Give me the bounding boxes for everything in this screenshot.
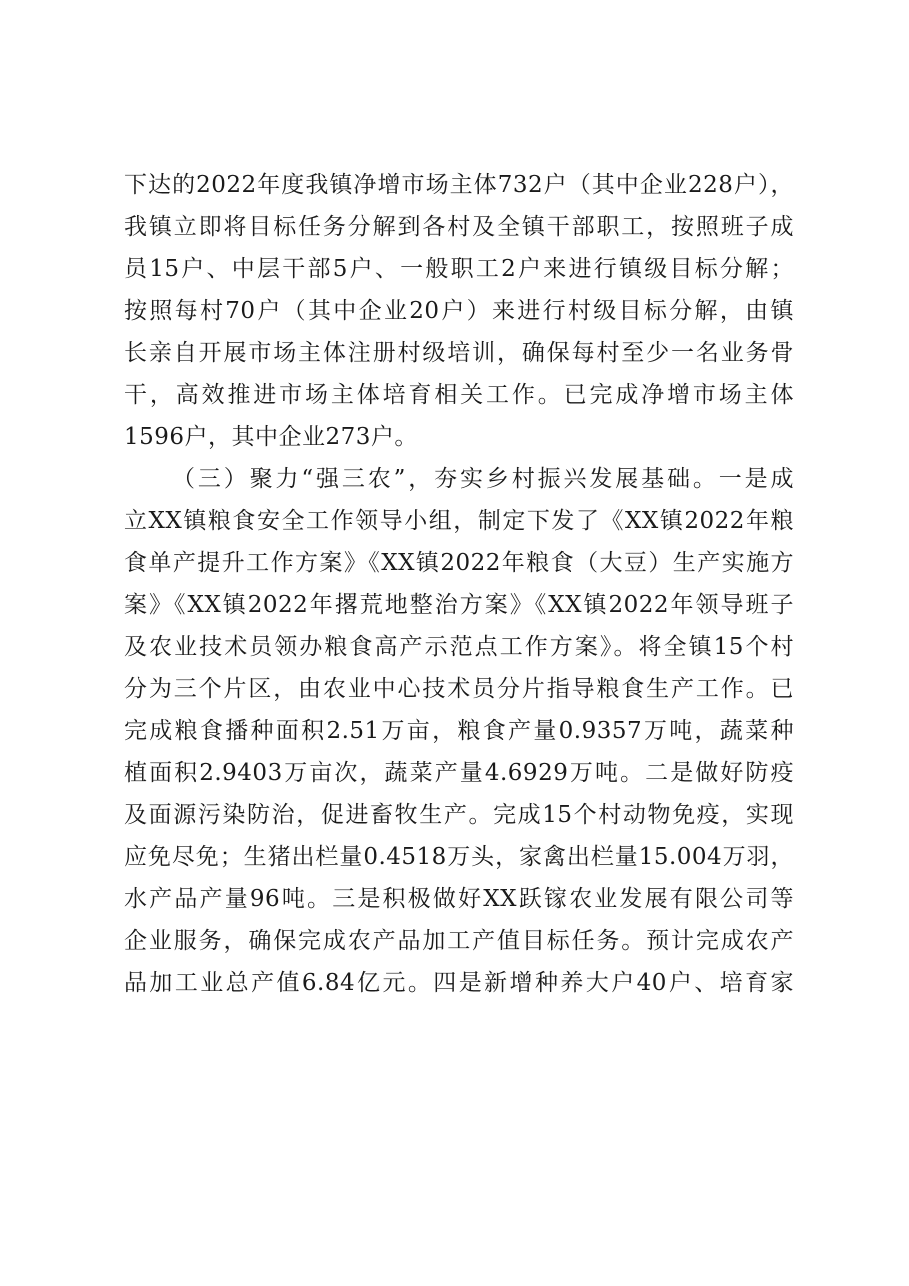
text-line-7: 1596户，其中企业273户。 <box>124 424 418 450</box>
text-line-3: 员15户、中层干部5户、一般职工2户来进行镇级目标分解； <box>124 256 794 282</box>
text-line-17: 应免尽免；生猪出栏量0.4518万头，家禽出栏量15.004万羽， <box>124 844 794 870</box>
text-line-16: 及面源污染防治，促进畜牧生产。完成15个村动物免疫，实现 <box>124 802 794 828</box>
text-line-20: 品加工业总产值6.84亿元。四是新增种养大户40户、培育家 <box>124 970 794 996</box>
text-line-18: 水产品产量96吨。三是积极做好XX跃镓农业发展有限公司等 <box>124 886 794 912</box>
text-line-15: 植面积2.9403万亩次，蔬菜产量4.6929万吨。二是做好防疫 <box>124 760 794 786</box>
body-text <box>124 164 794 1004</box>
text-line-19: 企业服务，确保完成农产品加工产值目标任务。预计完成农产 <box>124 928 794 954</box>
text-line-4: 按照每村70户（其中企业20户）来进行村级目标分解，由镇 <box>124 298 794 324</box>
text-line-10: 食单产提升工作方案》《XX镇2022年粮食（大豆）生产实施方 <box>124 550 794 576</box>
text-line-13: 分为三个片区，由农业中心技术员分片指导粮食生产工作。已 <box>124 676 794 702</box>
text-line-6: 干，高效推进市场主体培育相关工作。已完成净增市场主体 <box>124 382 794 408</box>
text-line-12: 及农业技术员领办粮食高产示范点工作方案》。将全镇15个村 <box>124 634 794 660</box>
text-line-9: 立XX镇粮食安全工作领导小组，制定下发了《XX镇2022年粮 <box>124 508 794 534</box>
text-line-14: 完成粮食播种面积2.51万亩，粮食产量0.9357万吨，蔬菜种 <box>124 718 794 744</box>
text-line-2: 我镇立即将目标任务分解到各村及全镇干部职工，按照班子成 <box>124 214 794 240</box>
text-line-1: 下达的2022年度我镇净增市场主体732户（其中企业228户）， <box>124 172 794 198</box>
text-line-8: （三）聚力“强三农”，夯实乡村振兴发展基础。一是成 <box>172 466 794 492</box>
text-line-11: 案》《XX镇2022年撂荒地整治方案》《XX镇2022年领导班子 <box>124 592 794 618</box>
text-line-5: 长亲自开展市场主体注册村级培训，确保每村至少一名业务骨 <box>124 340 794 366</box>
